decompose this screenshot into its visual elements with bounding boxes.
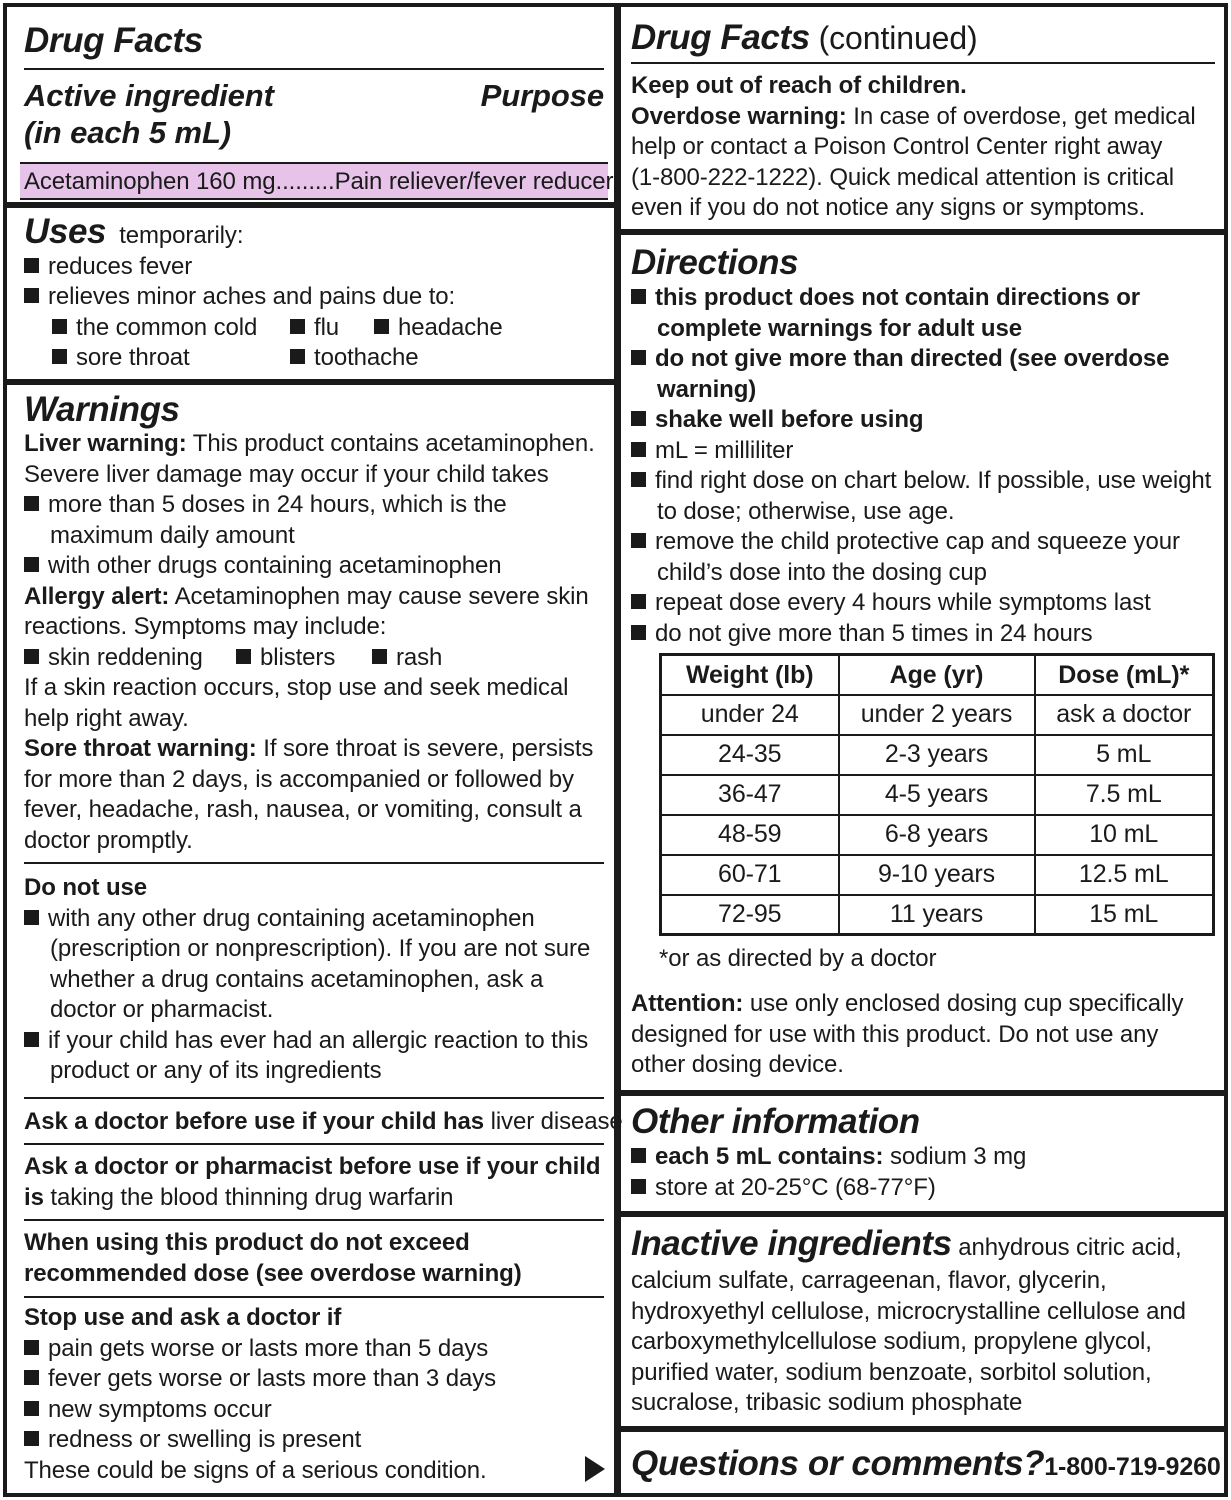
- divider: [24, 68, 604, 70]
- divider: [621, 229, 1225, 235]
- table-cell: 2-3 years: [839, 735, 1035, 775]
- table-cell: 5 mL: [1035, 735, 1214, 775]
- list-item: redness or swelling is present: [24, 1425, 608, 1456]
- divider: [621, 1090, 1225, 1096]
- table-cell: under 2 years: [839, 695, 1035, 735]
- table-row: [661, 775, 1214, 815]
- table-cell: 72-95: [661, 895, 839, 935]
- table-cell: 6-8 years: [839, 815, 1035, 855]
- bullet-square-icon: [24, 288, 39, 303]
- ingredient-row: [20, 162, 614, 200]
- bullet-square-icon: [24, 910, 39, 925]
- stop-use-title: Stop use and ask a doctor if: [24, 1304, 342, 1331]
- list-item: blisters: [236, 643, 335, 674]
- dosing-table: [659, 653, 1215, 936]
- keep-out-warning: Keep out of reach of children.: [631, 72, 967, 99]
- when-using-section: When using this product do not exceed recommended dose (see overdose warning): [24, 1229, 522, 1287]
- divider: [631, 62, 1215, 64]
- active-ingredient-subheading: (in each 5 mL): [24, 115, 232, 150]
- table-cell: 4-5 years: [839, 775, 1035, 815]
- list-item: headache: [374, 313, 503, 344]
- right-column: [621, 7, 1225, 1493]
- list-item: relieves minor aches and pains due to:: [24, 282, 604, 313]
- bullet-square-icon: [24, 496, 39, 511]
- divider: [24, 1097, 604, 1099]
- do-not-use-section: Do not use with any other drug containing acetaminophen (prescription or nonprescription). If you are not sure whether a drug contains acetaminophen, ask a doctor or pharmacist. if your child has ever had an allergic reaction to this product or any of its ingredients: [24, 873, 608, 1087]
- list-item: if your child has ever had an allergic reaction to this: [24, 1026, 608, 1057]
- list-item: store at 20-25°C (68-77°F): [631, 1173, 1225, 1204]
- divider: [7, 202, 615, 208]
- attention-label: Attention:: [631, 990, 744, 1017]
- divider: [621, 1211, 1225, 1217]
- column-header: Weight (lb): [661, 655, 839, 695]
- bullet-square-icon: [52, 319, 67, 334]
- table-cell: 11 years: [839, 895, 1035, 935]
- list-item: sore throat: [52, 343, 190, 374]
- table-row: [661, 735, 1214, 775]
- list-item: toothache: [290, 343, 419, 374]
- list-item: this product does not contain directions or: [631, 283, 1225, 314]
- bullet-square-icon: [631, 442, 646, 457]
- divider: [24, 1143, 604, 1145]
- active-ingredient-section: [24, 77, 604, 151]
- attention-section: Attention: use only enclosed dosing cup specifically designed for use with this product. Do not use any other dosing device.: [631, 990, 1184, 1078]
- list-item: pain gets worse or lasts more than 5 days: [24, 1334, 608, 1365]
- table-cell: 24-35: [661, 735, 839, 775]
- list-item: do not give more than directed (see overdose: [631, 344, 1225, 375]
- bullet-square-icon: [236, 649, 251, 664]
- inactive-ingredients-section: Inactive ingredients anhydrous citric acid, calcium sulfate, carrageenan, flavor, glycerin, hydroxyethyl cellulose, microcrystalline cellulose and carboxymethylcellulose sodium, propylene glycol, purified water, sodium benzoate, sorbitol solution, sucralose, tribasic sodium phosphate: [631, 1224, 1186, 1416]
- sore-throat-warning-label: Sore throat warning:: [24, 735, 257, 762]
- bullet-square-icon: [631, 625, 646, 640]
- bullet-square-icon: [290, 319, 305, 334]
- list-item: find right dose on chart below. If possible, use weight: [631, 466, 1225, 497]
- list-item: rash: [372, 643, 442, 674]
- uses-title: Uses: [24, 212, 107, 251]
- left-column: [20, 7, 623, 1493]
- bullet-square-icon: [24, 1340, 39, 1355]
- bullet-square-icon: [631, 533, 646, 548]
- list-item: do not give more than 5 times in 24 hours: [631, 619, 1225, 650]
- purpose-heading: Purpose: [480, 78, 604, 113]
- bullet-square-icon: [631, 472, 646, 487]
- liver-warning-label: Liver warning:: [24, 430, 187, 457]
- table-cell: 15 mL: [1035, 895, 1214, 935]
- list-item: repeat dose every 4 hours while symptoms last: [631, 588, 1225, 619]
- active-ingredient-heading: Active ingredient: [24, 78, 274, 113]
- table-row: [661, 855, 1214, 895]
- table-header-row: [661, 655, 1214, 695]
- table-cell: 48-59: [661, 815, 839, 855]
- divider: [24, 862, 604, 864]
- ask-doctor-section: Ask a doctor before use if your child has liver disease: [24, 1108, 623, 1135]
- table-cell: 10 mL: [1035, 815, 1214, 855]
- table-row: [661, 695, 1214, 735]
- table-cell: 9-10 years: [839, 855, 1035, 895]
- column-header: Dose (mL)*: [1035, 655, 1214, 695]
- directions-title: Directions: [631, 243, 799, 282]
- overdose-warning-label: Overdose warning:: [631, 102, 847, 130]
- list-item: shake well before using: [631, 405, 1225, 436]
- table-cell: 60-71: [661, 855, 839, 895]
- ingredient-dots: .........: [275, 168, 335, 195]
- bullet-square-icon: [290, 349, 305, 364]
- bullet-square-icon: [631, 289, 646, 304]
- uses-intro: temporarily:: [119, 222, 244, 249]
- directions-section: Directions this product does not contain directions or complete warnings for adult use do not give more than directed (see overdose warning) shake well before using mL = milliliter find right dose on chart below. If possible, use weight to dose; otherwise, use age. remove the child protective cap and squeeze your child’s dose into the dosing cup repeat dose every 4 hours while symptoms last do not give more than 5 times in 24 hours: [631, 243, 1225, 649]
- drug-facts-title: Drug Facts: [24, 21, 203, 60]
- bullet-square-icon: [24, 557, 39, 572]
- warnings-title: Warnings: [24, 390, 180, 429]
- bullet-square-icon: [374, 319, 389, 334]
- table-cell: 7.5 mL: [1035, 775, 1214, 815]
- list-item: new symptoms occur: [24, 1395, 608, 1426]
- other-information-section: [631, 1102, 1225, 1203]
- ingredient-purpose: Pain reliever/fever reducer: [334, 168, 614, 195]
- bullet-square-icon: [631, 411, 646, 426]
- list-item: with any other drug containing acetaminophen: [24, 904, 608, 935]
- list-item: skin reddening: [24, 643, 203, 674]
- ask-pharmacist-section: Ask a doctor or pharmacist before use if your child is taking the blood thinning drug warfarin: [24, 1153, 601, 1211]
- inactive-ingredients-title: Inactive ingredients: [631, 1224, 952, 1263]
- questions-title: Questions or comments?: [631, 1444, 1045, 1483]
- keep-out-section: Keep out of reach of children. Overdose warning: In case of overdose, get medical help or contact a Poison Control Center right away (1-800-222-1222). Quick medical attention is critical even if you do not notice any signs or symptoms.: [631, 71, 1225, 224]
- bullet-square-icon: [24, 1401, 39, 1416]
- do-not-use-title: Do not use: [24, 874, 147, 901]
- list-item: fever gets worse or lasts more than 3 days: [24, 1364, 608, 1395]
- table-footnote: *or as directed by a doctor: [659, 945, 937, 972]
- bullet-square-icon: [24, 1032, 39, 1047]
- bullet-square-icon: [24, 258, 39, 273]
- bullet-square-icon: [52, 349, 67, 364]
- table-cell: 36-47: [661, 775, 839, 815]
- list-item: more than 5 doses in 24 hours, which is the: [24, 490, 608, 521]
- bullet-square-icon: [631, 594, 646, 609]
- bullet-square-icon: [24, 1431, 39, 1446]
- continue-arrow-icon: [585, 1456, 605, 1482]
- list-item: the common cold: [52, 313, 257, 344]
- bullet-square-icon: [631, 350, 646, 365]
- allergy-alert-label: Allergy alert:: [24, 582, 170, 610]
- table-row: [661, 895, 1214, 935]
- bullet-square-icon: [24, 1370, 39, 1385]
- list-item: reduces fever: [24, 252, 604, 283]
- questions-phone: 1-800-719-9260: [1044, 1453, 1221, 1481]
- divider: [621, 1426, 1225, 1432]
- list-item: with other drugs containing acetaminophen: [24, 551, 608, 582]
- bullet-square-icon: [631, 1179, 646, 1194]
- divider: [7, 379, 615, 385]
- column-header: Age (yr): [839, 655, 1035, 695]
- warnings-section: Warnings Liver warning: This product contains acetaminophen. Severe liver damage may occur if your child takes more than 5 doses in 24 hours, which is the maximum daily amount with other drugs containing acetaminophen Allergy alert: Acetaminophen may cause severe skin reactions. Symptoms may include: skin reddening blisters rash If a skin reaction occurs, stop use and seek medical help right away. Sore throat warning: If sore throat is severe, persists for more than 2 days, is accompanied or followed by fever, headache, rash, nausea, or vomiting, consult a doctor promptly.: [24, 391, 608, 856]
- column-divider: [614, 7, 621, 1493]
- list-item: flu: [290, 313, 339, 344]
- divider: [24, 1296, 604, 1298]
- ingredient-name: Acetaminophen 160 mg: [24, 168, 276, 195]
- uses-section: [24, 212, 604, 374]
- table-cell: under 24: [661, 695, 839, 735]
- list-item: mL = milliliter: [631, 436, 1225, 467]
- stop-use-section: Stop use and ask a doctor if pain gets worse or lasts more than 5 days fever gets worse or lasts more than 3 days new symptoms occur redness or swelling is present These could be signs of a serious condition.: [24, 1303, 608, 1486]
- bullet-square-icon: [372, 649, 387, 664]
- drug-facts-continued-title: Drug Facts (continued): [631, 18, 978, 57]
- table-row: [661, 815, 1214, 855]
- list-item: each 5 mL contains: sodium 3 mg: [631, 1142, 1225, 1173]
- table-cell: ask a doctor: [1035, 695, 1214, 735]
- bullet-square-icon: [631, 1148, 646, 1163]
- table-cell: 12.5 mL: [1035, 855, 1214, 895]
- other-information-title: Other information: [631, 1102, 920, 1141]
- bullet-square-icon: [24, 649, 39, 664]
- divider: [24, 1219, 604, 1221]
- questions-section: [631, 1444, 1221, 1488]
- drug-facts-label: [3, 3, 1228, 1497]
- list-item: remove the child protective cap and squeeze your: [631, 527, 1225, 558]
